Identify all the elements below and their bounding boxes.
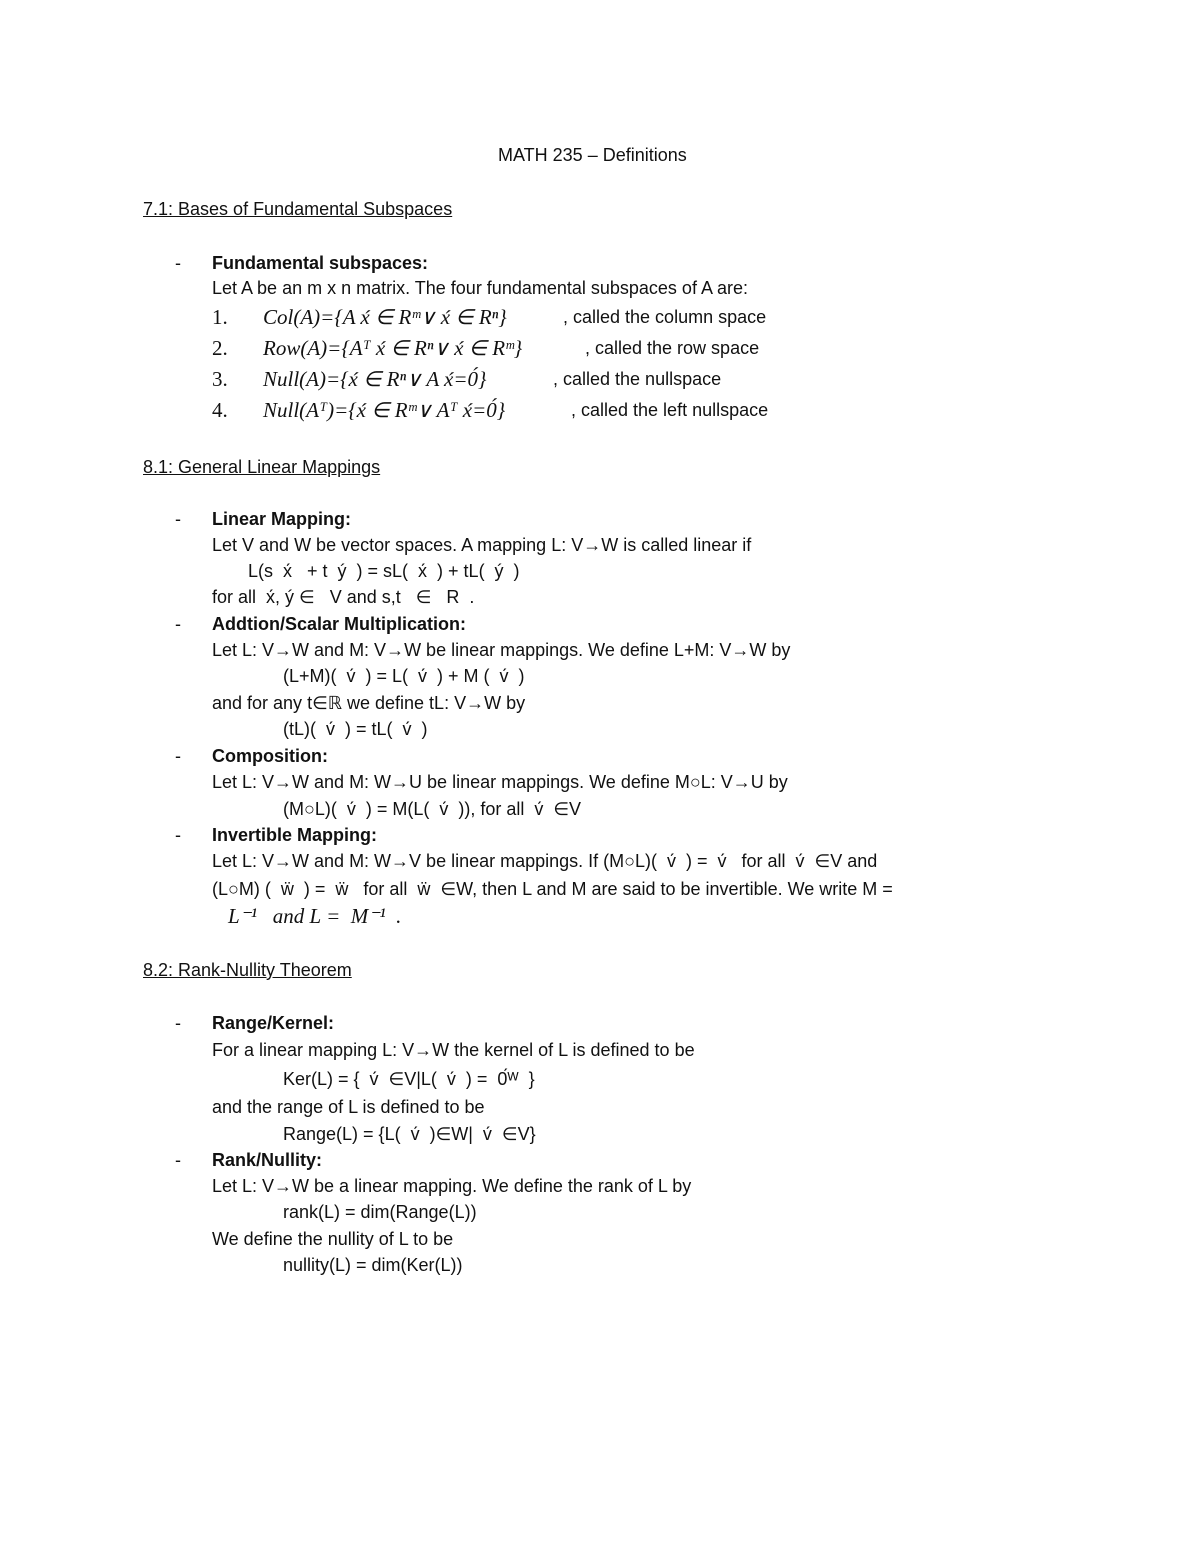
addition-equation: (L+M)( v́ ) = L( v́ ) + M ( v́ ) — [283, 666, 525, 686]
rank-nullity-line-1: Let L: V→W be a linear mapping. We define the rank of L by — [212, 1176, 692, 1196]
rank-nullity-line-3: We define the nullity of L to be — [212, 1229, 454, 1249]
kernel-equation: Ker(L) = { v́ ∈V|L( v́ ) = 0́ᵂ } — [283, 1069, 535, 1089]
linear-mapping-equation: L(s x́ + t ý ) = sL( x́ ) + tL( ý ) — [248, 561, 520, 581]
composition-line-1: Let L: V→W and M: W→U be linear mappings. We define M○L: V→U by — [212, 772, 788, 792]
invertible-line-2: (L○M) ( ẅ ) = ẅ for all ẅ ∈W, then L and M are said to be invertible. We write M = — [212, 879, 893, 899]
invertible-line-1: Let L: V→W and M: W→V be linear mappings. If (M○L)( v́ ) = v́ for all v́ ∈V and — [212, 851, 878, 871]
left-nullspace-label: , called the left nullspace — [571, 400, 769, 420]
composition-equation: (M○L)( v́ ) = M(L( v́ )), for all v́ ∈V — [283, 799, 582, 819]
term-fundamental-subspaces: Fundamental subspaces: — [212, 253, 429, 273]
range-kernel-line-3: and the range of L is defined to be — [212, 1097, 485, 1117]
range-kernel-line-1: For a linear mapping L: V→W the kernel of L is defined to be — [212, 1040, 695, 1060]
bullet-dash: - — [175, 746, 181, 766]
col-space-formula: Col(A)={A x́ ∈ Rᵐ∨ x́ ∈ Rⁿ} — [263, 305, 507, 329]
linear-mapping-line-1: Let V and W be vector spaces. A mapping L: V→W is called linear if — [212, 535, 752, 555]
bullet-dash: - — [175, 1013, 181, 1033]
addition-line-1: Let L: V→W and M: V→W be linear mappings. We define L+M: V→W by — [212, 640, 791, 660]
bullet-dash: - — [175, 509, 181, 529]
addition-line-3: and for any t∈ℝ we define tL: V→W by — [212, 693, 526, 713]
section-heading-7-1: 7.1: Bases of Fundamental Subspaces — [143, 199, 453, 219]
nullity-equation: nullity(L) = dim(Ker(L)) — [283, 1255, 463, 1275]
scalar-equation: (tL)( v́ ) = tL( v́ ) — [283, 719, 428, 739]
term-invertible-mapping: Invertible Mapping: — [212, 825, 378, 845]
section-heading-8-1: 8.1: General Linear Mappings — [143, 457, 381, 477]
bullet-dash: - — [175, 253, 181, 273]
list-number: 4. — [212, 398, 228, 422]
rank-equation: rank(L) = dim(Range(L)) — [283, 1202, 477, 1222]
list-number: 3. — [212, 367, 228, 391]
col-space-label: , called the column space — [563, 307, 767, 327]
list-number: 1. — [212, 305, 228, 329]
section-heading-8-2: 8.2: Rank-Nullity Theorem — [143, 960, 352, 980]
invertible-line-3: L⁻¹ and L = M⁻¹ . — [228, 904, 402, 928]
bullet-dash: - — [175, 825, 181, 845]
left-nullspace-formula: Null(Aᵀ)={x́ ∈ Rᵐ∨ Aᵀ x́=0́} — [263, 398, 506, 422]
range-equation: Range(L) = {L( v́ )∈W| v́ ∈V} — [283, 1124, 536, 1144]
term-rank-nullity: Rank/Nullity: — [212, 1150, 323, 1170]
page-title: MATH 235 – Definitions — [498, 145, 687, 165]
row-space-formula: Row(A)={Aᵀ x́ ∈ Rⁿ∨ x́ ∈ Rᵐ} — [263, 336, 523, 360]
bullet-dash: - — [175, 1150, 181, 1170]
fundamental-subspaces-intro: Let A be an m x n matrix. The four fundamental subspaces of A are: — [212, 278, 748, 298]
list-number: 2. — [212, 336, 228, 360]
nullspace-formula: Null(A)={x́ ∈ Rⁿ∨ A x́=0́} — [263, 367, 487, 391]
linear-mapping-line-3: for all x́, ý ∈ V and s,t ∈ R . — [212, 587, 475, 607]
bullet-dash: - — [175, 614, 181, 634]
term-linear-mapping: Linear Mapping: — [212, 509, 351, 529]
nullspace-label: , called the nullspace — [553, 369, 722, 389]
row-space-label: , called the row space — [585, 338, 760, 358]
term-composition: Composition: — [212, 746, 328, 766]
term-addition-scalar: Addtion/Scalar Multiplication: — [212, 614, 467, 634]
term-range-kernel: Range/Kernel: — [212, 1013, 335, 1033]
